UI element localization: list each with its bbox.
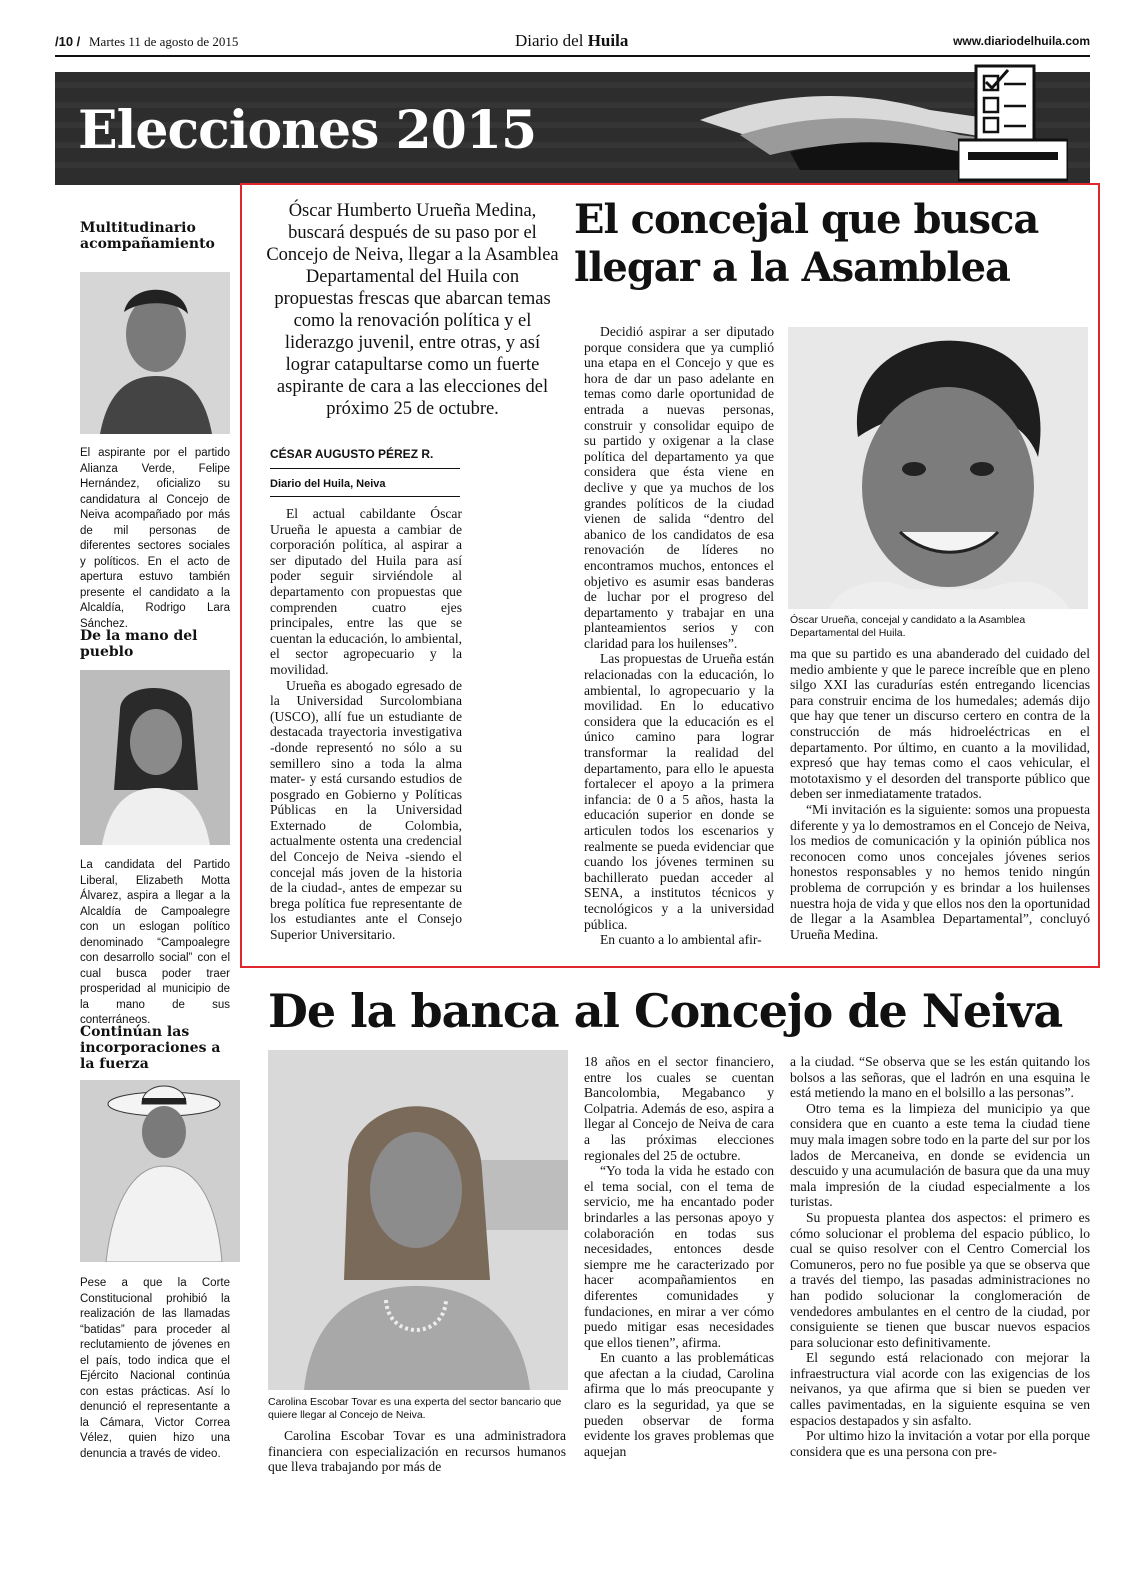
sidebar-photo-3: [80, 1080, 240, 1262]
paragraph: ma que su partido es una abanderado del cuidado del medio ambiente y que le parece increíble que en pleno silgo XXI las curadurías estén entregando licencias para construir encima de los humedales; además dijo que hay que tener un discurso certero en contra de la construcción de más hidroeléctricas en el departamento. Por último, en cuanto a la movilidad, expresó que hay temas como el caos vehicular, el mototaxismo y el desorden del transporte público que deben ser inmediatamente tratados.: [790, 646, 1090, 802]
article1-photo-caption: Óscar Urueña, concejal y candidato a la Asamblea Departamental del Huila.: [790, 614, 1026, 639]
paragraph: El actual cabildante Óscar Urueña le apuesta a cambiar de corporación política, al aspirar a ser diputado del Huila para así poder seguir sirviéndole al departamento con propuestas que comprenden cuatro ejes principales, entre las que se cuentan la educación, lo ambiental, el sector agropecuario y la movilidad.: [270, 506, 462, 677]
sidebar-photo-2: [80, 670, 230, 845]
paragraph: Otro tema es la limpieza del municipio ya que considera que en cuanto a este tema la ciudad tiene muy mala imagen sobre todo en la parte del sur por los lados de Mercaneiva, en donde se evidencia un descuido y una acumulación de basura que da una muy mala impresión de la ciudad especialmente a los turistas.: [790, 1100, 1090, 1210]
article1-photo: [788, 327, 1088, 609]
article2-column-2: [584, 1054, 774, 1459]
page-header: [55, 31, 1090, 54]
issue-date: Martes 11 de agosto de 2015: [89, 34, 239, 49]
paragraph: El segundo está relacionado con mejorar la infraestructura vial acorde con las exigencias de los neivanos, ya que afirma que si bien se pueden ver calles pavimentadas, en la siguiente esquina se ven espacios destapados y sin asfalto.: [790, 1350, 1090, 1428]
paragraph: Decidió aspirar a ser diputado porque considera que ya cumplió una etapa en el Concejo y que es hora de dar un paso adelante en temas como darle oportunidad de entrada a nuevas personas, construir y consolidar equipo de su partido y oxigenar a la clase política del departamento ya que considera que ésta viene en declive y que ya muchos de los grandes políticos de la ciudad vienen de salida “dentro del abanico de los candidatos de esa renovación de líderes no encontramos muchos, entonces el objetivo es asumir esas banderas de luchar por el progreso del departamento y trabajar en una planteamientos serios y con claridad para los huilenses”.: [584, 324, 774, 651]
masthead-bold: Huila: [587, 31, 629, 50]
paragraph: Urueña es abogado egresado de la Universidad Surcolombiana (USCO), allí fue un estudiante de destacada trayectoria investigativa -donde representó no sólo a su semillero sino a toda la alma mater- y está cursando estudios de posgrado en Gobierno y Políticas Públicas en la Universidad Externado de Colombia, actualmente ostenta una credencial del Concejo de Neiva -siendo el concejal más joven de la historia de la ciudad-, antes de empezar su brega política fue representante de los estudiantes ante el Consejo Superior Universitario.: [270, 677, 462, 943]
header-rule: [55, 55, 1090, 57]
masthead-prefix: Diario del: [515, 31, 584, 50]
paragraph: “Mi invitación es la siguiente: somos una propuesta diferente y ya lo demostramos en el Concejo de Neiva, los medios de comunicación y la opinión pública nos reconocen como unos concejales jóvenes serios honestos responsables y no hemos tenido ningún problema de corrupción y es brindar a los huilenses nuestra hoja de vida y que ellos nos den la oportunidad de llegar a la Asamblea Departamental”, concluyó Urueña Medina.: [790, 801, 1090, 942]
masthead: [515, 31, 628, 51]
article2-headline: De la banca al Concejo de Neiva: [268, 984, 1063, 1038]
paragraph: a la ciudad. “Se observa que se les están quitando los bolsos a las señoras, que el ladrón en una esquina le está metiendo la mano en el bolsillo a las personas”.: [790, 1054, 1090, 1101]
article1-headline: El concejal que busca llegar a la Asamblea: [574, 196, 1039, 291]
byline-rule: [270, 468, 460, 469]
paragraph: En cuanto a lo ambiental afir-: [600, 932, 762, 948]
article2-column-1: [268, 1428, 566, 1475]
paragraph: “Yo toda la vida he estado con el tema social, con el tema de servicio, me ha encantado poder brindarles a las personas apoyo y colaboración en todas sus necesidades, entonces desde siempre me he caracterizado por hacer acompañamientos en diferentes comunidades y fundaciones, en mirar a ver cómo puedo mitigar esas necesidades que ellos tienen”, afirma.: [584, 1163, 774, 1350]
article2-column-3: [790, 1054, 1090, 1459]
article2-photo: [268, 1050, 568, 1390]
sidebar-text-1: El aspirante por el partido Alianza Verde, Felipe Hernández, oficializo su candidatura al Concejo de Neiva acompañado por más de mil personas de diferentes sectores sociales y políticos. En el acto de apertura estuvo también presente el candidato a la Alcaldía, Rodrigo Lara Sánchez.: [80, 447, 230, 630]
article1-lead: Óscar Humberto Urueña Medina, buscará después de su paso por el Concejo de Neiva, llegar a la Asamblea Departamental del Huila con propuestas frescas que abarcan temas como la renovación política y el liderazgo juvenil, entre otras, y así lograr catapultarse como un fuerte aspirante de cara a las elecciones del próximo 25 de octubre.: [266, 201, 559, 419]
paragraph: Su propuesta plantea dos aspectos: el primero es cómo solucionar el problema del espacio público, lo cual se quiso resolver con el Centro Comercial los Comuneros, pero no fue posible ya que se observa que a través del tiempo, las pasadas administraciones no han podido solucionar la conglomeración de vendedores ambulantes en el centro de la ciudad, por consiguiente se tienen que buscar nuevos espacios para solucionar esto definitivamente.: [790, 1209, 1090, 1350]
section-title: Elecciones 2015: [78, 100, 537, 161]
paragraph: Las propuestas de Urueña están relacionadas con la educación, lo ambiental, lo agropecuario y la movilidad. En lo educativo considera que la educación es el único camino para lograr transformar la realidad del departamento, para ello le apuesta fortalecer el apoyo a la primera infancia: de 0 a 5 años, hasta la educación superior en donde se articulen todos los escenarios y realmente se pueda evidenciar que cuando los jóvenes terminen su bachillerato puedan acceder al SENA, a institutos técnicos y tecnológicos y a la universidad pública.: [584, 651, 774, 932]
flag-ribbon-graphic: [700, 80, 1000, 170]
paragraph: Por ultimo hizo la invitación a votar por ella porque considera que es una persona con pre-: [790, 1428, 1090, 1459]
sidebar-heading-1: Multitudinario acompañamiento: [80, 220, 215, 252]
article2-photo-caption: Carolina Escobar Tovar es una experta del sector bancario que quiere llegar al Concejo de Neiva.: [268, 1396, 562, 1421]
paragraph: Carolina Escobar Tovar es una administradora financiera con especialización en recursos humanos que lleva trabajando por más de: [268, 1428, 566, 1475]
article1-author: CÉSAR AUGUSTO PÉREZ R.: [270, 447, 434, 461]
article1-column-2: [584, 324, 774, 948]
sidebar-photo-1: [80, 272, 230, 434]
source-rule: [270, 496, 460, 497]
sidebar-text-2: La candidata del Partido Liberal, Elizabeth Motta Álvarez, aspira a llegar a la Alcaldía de Campoalegre con un eslogan político denominado “Campoalegre con desarrollo social” con el cual busca poder traer prosperidad al municipio de la mano de sus conterráneos.: [80, 859, 230, 1026]
sidebar-heading-2: De la mano del pueblo: [80, 628, 198, 660]
article1-column-3: [790, 646, 1090, 942]
sidebar-heading-3: Continúan las incorporaciones a la fuerza: [80, 1024, 221, 1072]
article1-column-1: [270, 506, 462, 943]
website-link[interactable]: www.diariodelhuila.com: [953, 34, 1090, 48]
sidebar-text-3: Pese a que la Corte Constitucional prohibió la realización de las llamadas “batidas” para proceder al reclutamiento de jóvenes en el país, todo indica que el Ejército Nacional continúa con estas prácticas. Así lo denunció el representante a la Cámara, Victor Correa Vélez, quien hizo una denuncia a través de video.: [80, 1277, 230, 1460]
ballot-box-icon: [958, 62, 1068, 182]
paragraph: 18 años en el sector financiero, entre los cuales se cuentan Bancolombia, Megabanco y Colpatria. Además de eso, aspira a llegar al Concejo de Neiva de cara a las próximas elecciones regionales del 25 de octubre.: [584, 1054, 774, 1163]
paragraph: En cuanto a las problemáticas que afectan a la ciudad, Carolina afirma que lo más preocupante y claro es la seguridad, ya que se pueden observar de forma evidente los graves problemas que aquejan: [584, 1350, 774, 1459]
page-number: /10 /: [55, 34, 81, 49]
article1-source: Diario del Huila, Neiva: [270, 478, 386, 490]
